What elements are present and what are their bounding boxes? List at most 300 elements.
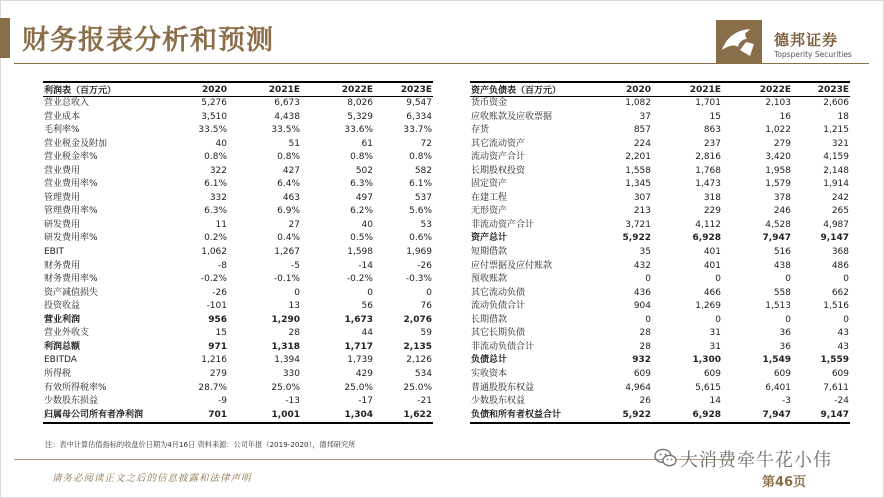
row-label: 少数股东权益 (471, 396, 526, 407)
table-row (43, 300, 433, 314)
row-value: -9 (218, 396, 227, 407)
table-row (470, 151, 850, 165)
table-row (470, 287, 850, 301)
row-value: 5,922 (622, 233, 651, 244)
table-row (470, 341, 850, 355)
row-label: 普通股股东权益 (471, 382, 535, 393)
row-value: -24 (834, 396, 849, 407)
row-value: 6,928 (692, 233, 721, 244)
row-value: 43 (837, 328, 849, 339)
table-header-row (43, 82, 433, 97)
row-value: 497 (355, 192, 373, 203)
row-value: 0.4% (277, 233, 300, 244)
table-row (470, 124, 850, 138)
row-label: EBITDA (44, 355, 77, 366)
row-value: 44 (361, 328, 373, 339)
watermark-text: 大消费牵牛花小伟 (680, 450, 832, 471)
table-row (43, 327, 433, 341)
row-label: 流动资产合计 (471, 152, 526, 163)
row-value: 1,739 (347, 355, 373, 366)
row-value: 5,615 (695, 382, 721, 393)
row-value: 1,473 (695, 179, 721, 190)
row-value: 463 (282, 192, 300, 203)
table-row (43, 138, 433, 152)
row-value: 2,126 (406, 355, 432, 366)
row-value: 1,969 (406, 247, 432, 258)
row-value: 1,958 (765, 165, 791, 176)
row-value: 36 (779, 328, 791, 339)
row-value: 246 (773, 206, 791, 217)
row-value: 279 (209, 368, 227, 379)
row-value: 28 (639, 341, 651, 352)
row-value: 609 (703, 368, 721, 379)
row-label: 营业成本 (44, 111, 81, 122)
row-value: 1,717 (344, 341, 373, 352)
table-row (43, 287, 433, 301)
table-row (43, 368, 433, 382)
row-value: 224 (633, 138, 651, 149)
row-value: 1,914 (823, 179, 849, 190)
row-value: 25.0% (344, 382, 373, 393)
row-value: 1,549 (762, 355, 791, 366)
row-value: 2,103 (765, 98, 791, 109)
row-value: 502 (355, 165, 373, 176)
row-label: EBIT (44, 247, 65, 258)
row-label: 少数股东损益 (44, 396, 99, 407)
row-value: 14 (709, 396, 721, 407)
row-value: 534 (414, 368, 432, 379)
row-value: -21 (417, 396, 432, 407)
row-value: 427 (282, 165, 300, 176)
table-row (43, 273, 433, 287)
row-value: 4,159 (823, 152, 849, 163)
page-title: 财务报表分析和预测 (22, 25, 274, 56)
row-label: 管理费用 (44, 192, 81, 203)
row-value: 1,300 (692, 355, 721, 366)
row-value: 7,611 (823, 382, 849, 393)
table-row (470, 165, 850, 179)
table-row (470, 111, 850, 125)
row-value: 466 (703, 287, 721, 298)
row-label: 存货 (471, 125, 490, 136)
row-value: 1,022 (765, 125, 791, 136)
row-value: -13 (285, 396, 300, 407)
row-value: 25.0% (403, 382, 432, 393)
row-value: 31 (709, 341, 721, 352)
row-label: 投资收益 (44, 301, 81, 312)
row-label: 实收资本 (471, 368, 508, 379)
row-value: 1,558 (625, 165, 651, 176)
table-row (470, 327, 850, 341)
row-value: 31 (709, 328, 721, 339)
row-value: -5 (291, 260, 300, 271)
row-value: 401 (703, 260, 721, 271)
footer-divider (14, 459, 734, 460)
row-value: 0 (843, 274, 849, 285)
row-value: 1,269 (695, 301, 721, 312)
row-label: 营业费用 (44, 165, 81, 176)
row-label: 利润总额 (44, 341, 81, 352)
row-value: 0 (843, 314, 849, 325)
row-value: 582 (414, 165, 432, 176)
row-value: 9,547 (406, 98, 432, 109)
row-value: 4,987 (823, 219, 849, 230)
row-value: 1,001 (228, 409, 301, 424)
row-label: 应付票据及应付账款 (471, 260, 553, 271)
row-value: 6,401 (765, 382, 791, 393)
row-value: 0 (367, 287, 373, 298)
balance-sheet-table (470, 81, 850, 424)
row-label: 其它流动负债 (471, 287, 526, 298)
row-value: 76 (420, 301, 432, 312)
row-value: 1,768 (695, 165, 721, 176)
row-value: 6,673 (274, 98, 300, 109)
year-column-header: 2022E (301, 82, 374, 97)
row-label: 资产减值损失 (44, 287, 99, 298)
row-value: 18 (837, 111, 849, 122)
row-value: 3,510 (201, 111, 227, 122)
table-row (43, 165, 433, 179)
row-value: 33.7% (403, 125, 432, 136)
row-value: 279 (773, 138, 791, 149)
row-value: 1,559 (820, 355, 849, 366)
row-value: 318 (703, 192, 721, 203)
row-label: 研发费用 (44, 219, 81, 230)
row-value: 609 (773, 368, 791, 379)
row-value: 4,964 (625, 382, 651, 393)
row-value: 8,026 (347, 98, 373, 109)
row-value: 378 (773, 192, 791, 203)
row-value: 5,276 (201, 98, 227, 109)
row-value: 6.3% (350, 179, 373, 190)
row-value: 0.8% (277, 152, 300, 163)
row-label: 应收账款及应收票据 (471, 111, 553, 122)
row-value: 27 (288, 219, 300, 230)
row-value: 6.4% (277, 179, 300, 190)
table-row (470, 409, 850, 424)
row-value: 2,606 (823, 98, 849, 109)
row-value: 956 (208, 314, 227, 325)
income-statement-table (43, 81, 433, 424)
row-value: 322 (209, 165, 227, 176)
row-value: 0.8% (204, 152, 227, 163)
row-value: 6.9% (277, 206, 300, 217)
row-value: 368 (831, 247, 849, 258)
row-value: 6,928 (652, 409, 722, 424)
row-value: 321 (831, 138, 849, 149)
row-label: 营业费用率% (44, 179, 98, 190)
row-value: 516 (773, 247, 791, 258)
row-value: 5.6% (409, 206, 432, 217)
row-value: 28.7% (198, 382, 227, 393)
row-value: 857 (633, 125, 651, 136)
row-value: 16 (779, 111, 791, 122)
row-value: 56 (361, 301, 373, 312)
row-value: 6.1% (409, 179, 432, 190)
table-row (470, 205, 850, 219)
table-row (43, 246, 433, 260)
row-value: 1,579 (765, 179, 791, 190)
table-row (470, 273, 850, 287)
row-value: 0 (645, 274, 651, 285)
table-row (470, 246, 850, 260)
row-label: 长期借款 (471, 314, 508, 325)
row-value: 401 (703, 247, 721, 258)
table-row (43, 354, 433, 368)
row-label: 短期借款 (471, 247, 508, 258)
row-value: 2,201 (625, 152, 651, 163)
row-value: 537 (414, 192, 432, 203)
row-value: 6.1% (204, 179, 227, 190)
row-value: 33.5% (198, 125, 227, 136)
row-label: 所得税 (44, 368, 72, 379)
row-value: 2,135 (403, 341, 432, 352)
table-row (43, 260, 433, 274)
table-row (470, 192, 850, 206)
row-label: 归属母公司所有者净利润 (43, 409, 155, 424)
table-row (470, 178, 850, 192)
row-value: -26 (212, 287, 227, 298)
row-value: -0.1% (273, 274, 300, 285)
table-row (470, 300, 850, 314)
row-value: 307 (633, 192, 651, 203)
row-value: 0.5% (350, 233, 373, 244)
row-value: 609 (831, 368, 849, 379)
table-title-header: 资产负债表（百万元） (470, 82, 582, 97)
row-label: 营业外收支 (44, 328, 90, 339)
row-value: 2,148 (823, 165, 849, 176)
row-value: 2,076 (403, 314, 432, 325)
table-title-header: 利润表（百万元） (43, 82, 155, 97)
row-value: 59 (420, 328, 432, 339)
row-value: 1,290 (271, 314, 300, 325)
row-value: 37 (639, 111, 651, 122)
row-value: -0.3% (405, 274, 432, 285)
row-label: 非流动资产合计 (471, 219, 535, 230)
row-label: 负债和所有者权益合计 (470, 409, 582, 424)
row-value: -101 (206, 301, 227, 312)
row-value: 229 (703, 206, 721, 217)
row-value: 1,516 (823, 301, 849, 312)
table-row (43, 232, 433, 246)
row-value: 7,947 (722, 409, 792, 424)
table-row (470, 97, 850, 111)
row-value: 9,147 (820, 233, 849, 244)
row-value: 330 (282, 368, 300, 379)
row-value: 213 (633, 206, 651, 217)
disclaimer-text: 请务必阅读正文之后的信息披露和法律声明 (52, 473, 252, 484)
row-value: 0 (645, 314, 651, 325)
row-value: 1,304 (301, 409, 374, 424)
table-row (43, 409, 433, 424)
row-value: 13 (288, 301, 300, 312)
row-value: 35 (639, 247, 651, 258)
row-value: 609 (633, 368, 651, 379)
row-value: 6.2% (350, 206, 373, 217)
table-row (43, 151, 433, 165)
source-note: 注：表中计算估值指标的收盘价日期为4月16日 资料来源：公司年报（2019-2020），德邦研究所 (45, 440, 356, 449)
row-value: 2,816 (695, 152, 721, 163)
table-row (470, 232, 850, 246)
row-value: 72 (420, 138, 432, 149)
row-value: 4,112 (695, 219, 721, 230)
row-value: 486 (831, 260, 849, 271)
row-value: 242 (831, 192, 849, 203)
row-value: 1,318 (271, 341, 300, 352)
row-label: 研发费用率% (44, 233, 98, 244)
table-row (470, 138, 850, 152)
table-row (43, 178, 433, 192)
table-row (43, 314, 433, 328)
row-label: 在建工程 (471, 192, 508, 203)
table-row (43, 395, 433, 409)
row-value: 265 (831, 206, 849, 217)
row-value: 1,345 (625, 179, 651, 190)
table-row (43, 219, 433, 233)
year-column-header: 2021E (652, 82, 722, 97)
row-value: 904 (633, 301, 651, 312)
row-label: 货币资金 (471, 98, 508, 109)
row-value: 1,394 (274, 355, 300, 366)
row-value: 971 (208, 341, 227, 352)
row-value: 0.8% (409, 152, 432, 163)
row-value: 429 (355, 368, 373, 379)
row-value: 932 (632, 355, 651, 366)
row-value: 438 (773, 260, 791, 271)
table-row (470, 381, 850, 395)
row-label: 有效所得税率% (44, 382, 107, 393)
row-value: 40 (215, 138, 227, 149)
row-label: 管理费用率% (44, 206, 98, 217)
row-value: 4,438 (274, 111, 300, 122)
row-value: 6,334 (406, 111, 432, 122)
row-value: -3 (782, 396, 791, 407)
row-label: 长期股权投资 (471, 165, 526, 176)
table-row (470, 368, 850, 382)
row-label: 其它流动资产 (471, 138, 526, 149)
table-row (43, 381, 433, 395)
year-column-header: 2021E (228, 82, 301, 97)
year-column-header: 2022E (722, 82, 792, 97)
row-value: 26 (639, 396, 651, 407)
row-value: 4,528 (765, 219, 791, 230)
row-label: 流动负债合计 (471, 301, 526, 312)
table-row (470, 219, 850, 233)
table-row (43, 111, 433, 125)
page-number: 第46页 (762, 475, 807, 490)
row-value: 61 (361, 138, 373, 149)
row-value: -14 (358, 260, 373, 271)
row-value: 28 (288, 328, 300, 339)
row-value: 701 (155, 409, 228, 424)
table-row (43, 124, 433, 138)
row-value: 5,329 (347, 111, 373, 122)
row-value: 0 (715, 274, 721, 285)
row-label: 财务费用 (44, 260, 81, 271)
row-value: 0.6% (409, 233, 432, 244)
row-value: 7,947 (762, 233, 791, 244)
row-value: 53 (420, 219, 432, 230)
year-column-header: 2023E (374, 82, 433, 97)
row-value: 1,062 (201, 247, 227, 258)
row-value: 3,420 (765, 152, 791, 163)
row-value: 3,721 (625, 219, 651, 230)
row-value: 1,267 (274, 247, 300, 258)
row-label: 毛利率% (44, 125, 80, 136)
row-label: 无形资产 (471, 206, 508, 217)
row-value: 436 (633, 287, 651, 298)
year-column-header: 2020 (582, 82, 652, 97)
row-value: 432 (633, 260, 651, 271)
row-value: 0.8% (350, 152, 373, 163)
row-value: 5,922 (582, 409, 652, 424)
row-label: 营业总收入 (44, 98, 90, 109)
row-value: 863 (703, 125, 721, 136)
table-row (43, 192, 433, 206)
company-logo (716, 20, 866, 64)
row-value: 0.2% (204, 233, 227, 244)
table-row (43, 97, 433, 111)
row-value: 1,622 (374, 409, 433, 424)
title-accent-bar (0, 18, 10, 58)
row-value: -17 (358, 396, 373, 407)
row-value: 0 (426, 287, 432, 298)
table-row (43, 205, 433, 219)
row-value: 6.3% (204, 206, 227, 217)
row-value: 15 (215, 328, 227, 339)
row-value: 1,701 (695, 98, 721, 109)
row-value: -26 (417, 260, 432, 271)
row-value: 33.6% (344, 125, 373, 136)
row-value: 43 (837, 341, 849, 352)
table-row (470, 260, 850, 274)
row-value: 1,082 (625, 98, 651, 109)
row-label: 负债总计 (471, 355, 508, 366)
row-value: 662 (831, 287, 849, 298)
row-value: 332 (209, 192, 227, 203)
row-label: 营业税金率% (44, 152, 98, 163)
row-value: -8 (218, 260, 227, 271)
row-value: 15 (709, 111, 721, 122)
row-label: 财务费用率% (44, 274, 98, 285)
row-value: 0 (785, 274, 791, 285)
row-value: 1,513 (765, 301, 791, 312)
row-value: 237 (703, 138, 721, 149)
row-value: 25.0% (271, 382, 300, 393)
table-row (43, 341, 433, 355)
row-value: 36 (779, 341, 791, 352)
table-row (470, 314, 850, 328)
row-value: 28 (639, 328, 651, 339)
logo-name-cn: 德邦证券 (774, 31, 839, 49)
table-header-row (470, 82, 850, 97)
row-label: 其它长期负债 (471, 328, 526, 339)
row-value: 0 (785, 314, 791, 325)
row-value: 1,598 (347, 247, 373, 258)
row-value: 1,215 (823, 125, 849, 136)
row-value: 9,147 (792, 409, 850, 424)
row-label: 营业利润 (44, 314, 81, 325)
row-label: 非流动负债合计 (471, 341, 535, 352)
logo-name-en: Topsperity Securities (774, 50, 852, 59)
table-row (470, 354, 850, 368)
row-label: 资产总计 (471, 233, 508, 244)
row-value: 0 (294, 287, 300, 298)
row-value: -0.2% (200, 274, 227, 285)
row-label: 固定资产 (471, 179, 508, 190)
row-value: -0.2% (346, 274, 373, 285)
row-value: 51 (288, 138, 300, 149)
